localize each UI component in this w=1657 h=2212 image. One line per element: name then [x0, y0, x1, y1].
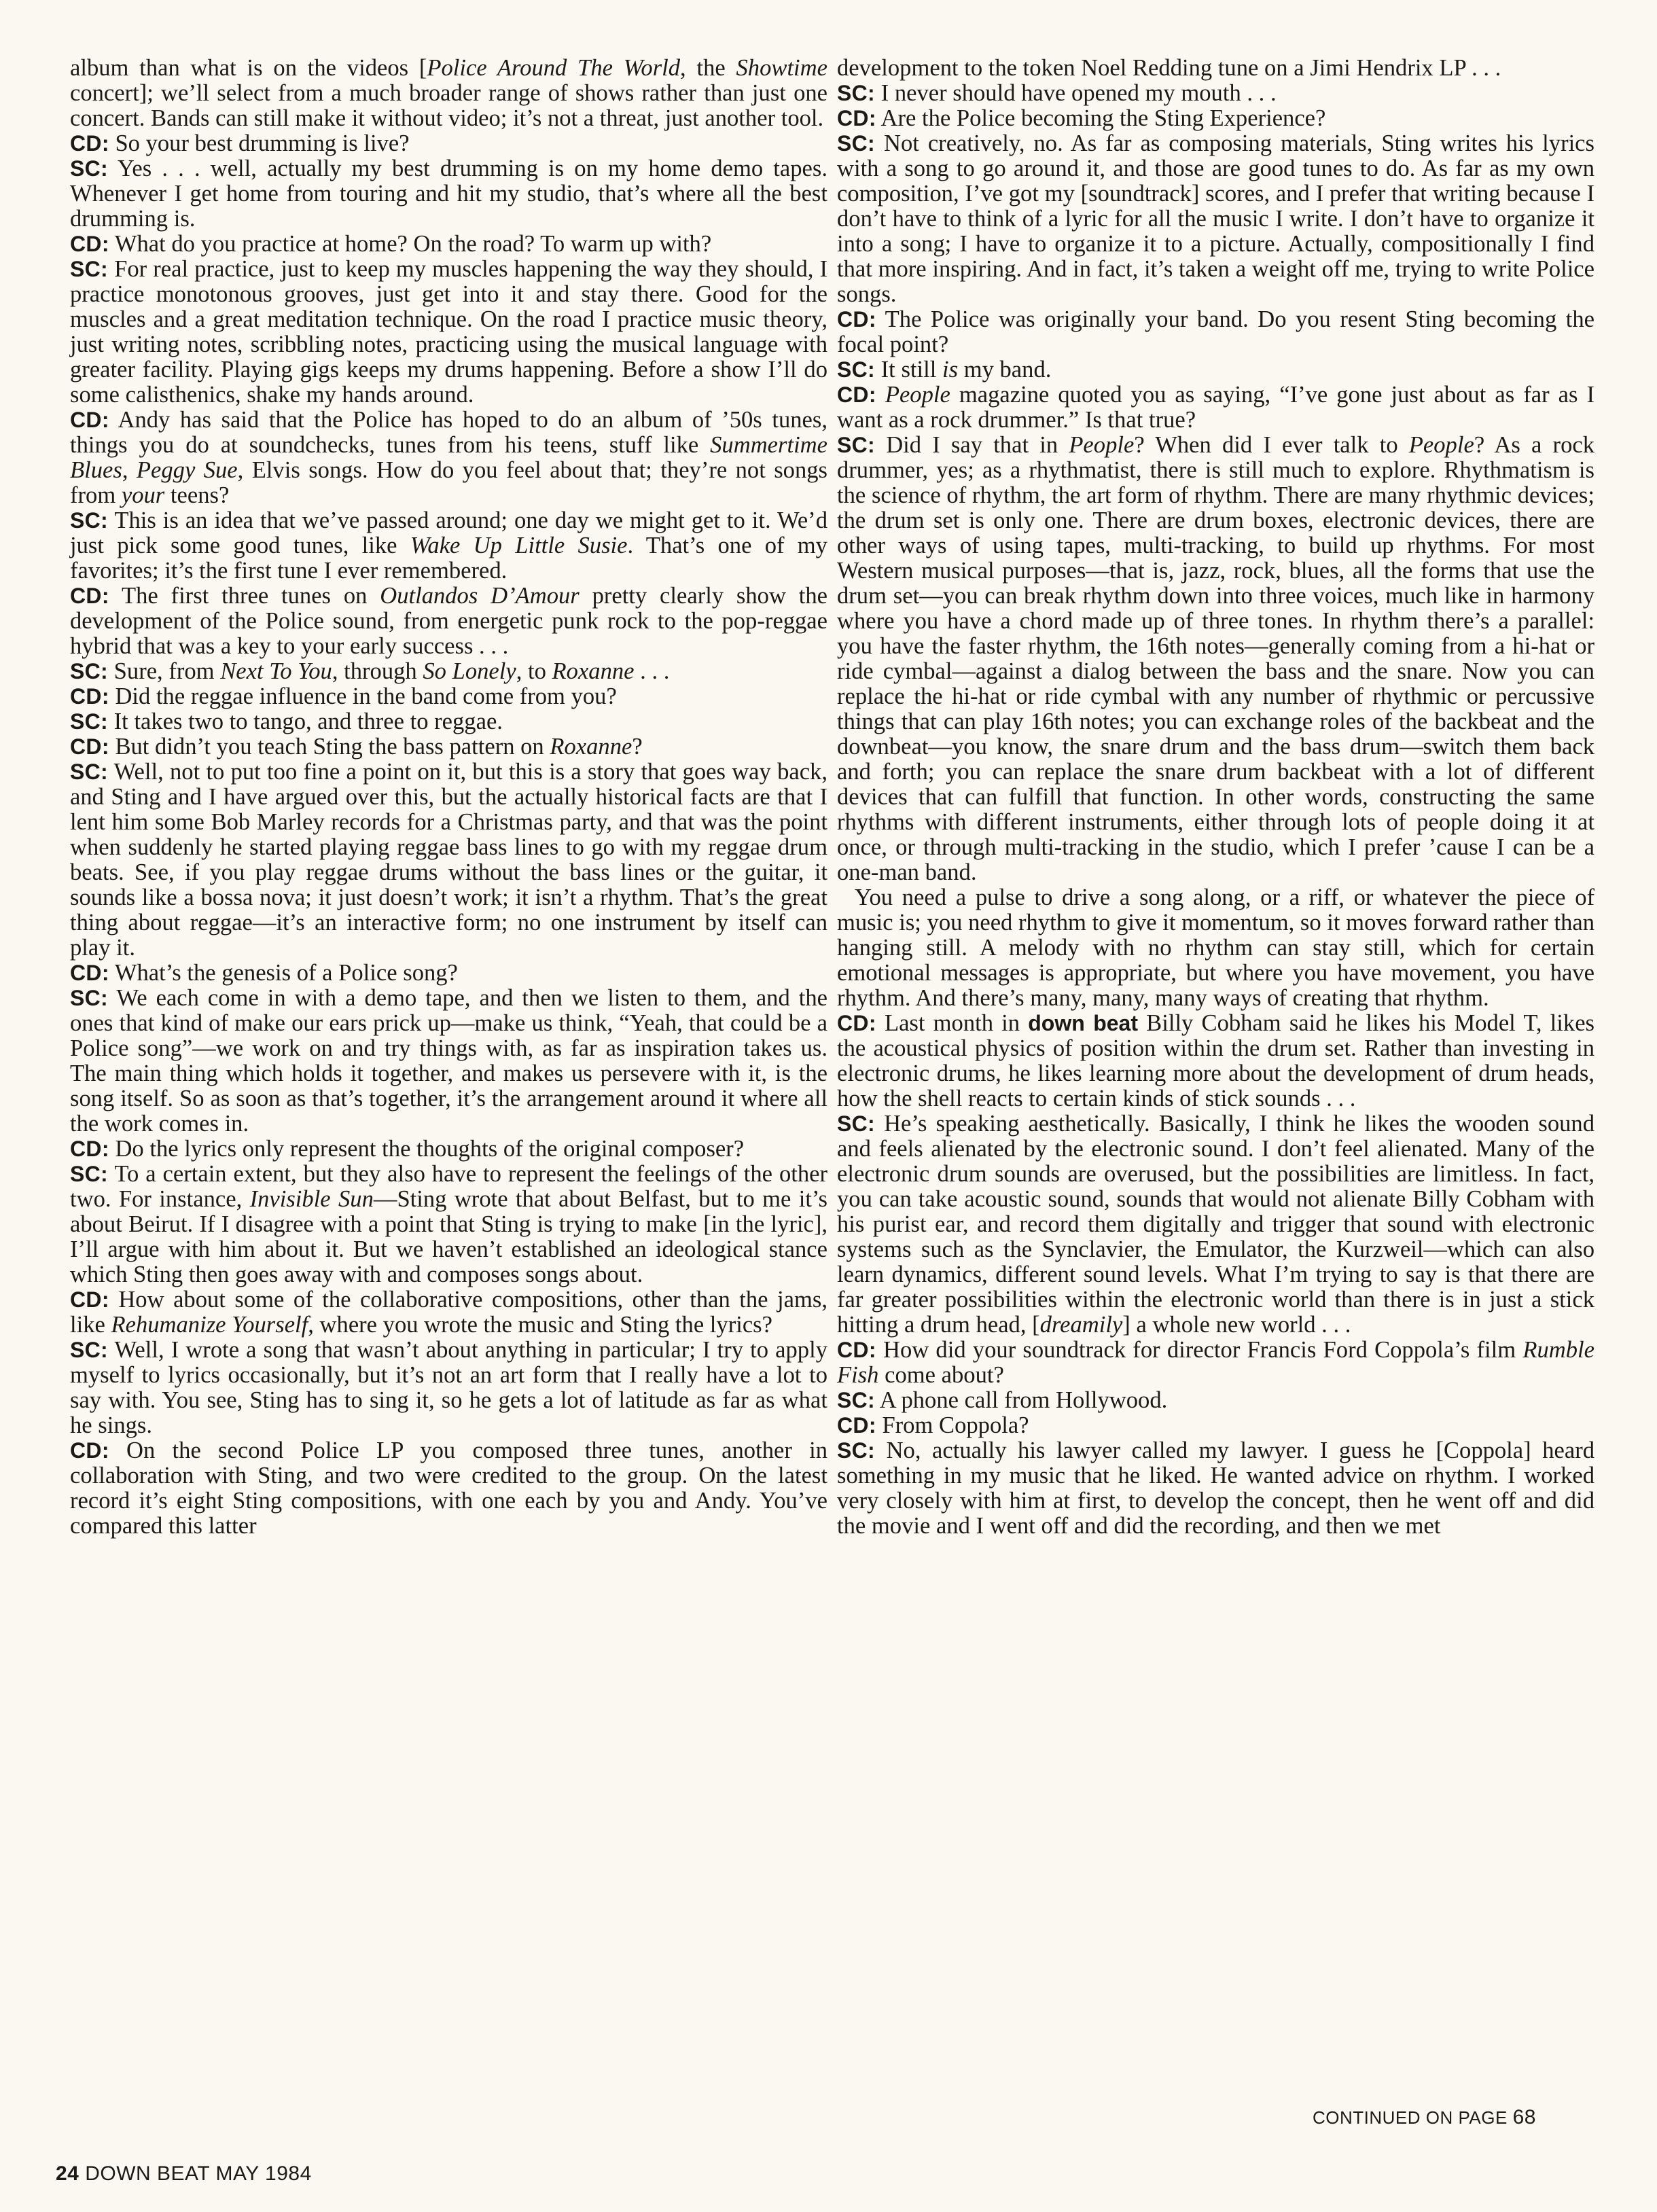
interview-exchange: [70, 131, 827, 156]
interview-exchange: [837, 357, 1594, 382]
speaker-label: SC:: [70, 156, 109, 181]
paragraph-text: A phone call from Hollywood.: [879, 1387, 1168, 1413]
interview-exchange: [837, 81, 1594, 106]
speaker-label: SC:: [70, 1162, 109, 1186]
paragraph-text: He’s speaking aesthetically. Basically, I think he likes the wooden sound and feels alienated by the electronic sound. I don’t feel alienated. Many of the electronic drum sounds are overused, but the possibilities are limitless. In fact, you can take acoustic sound, sounds that would not alienate Billy Cobham with his purist ear, and record them digitally and trigger that sound with electronic systems such as the Synclavier, the Emulator, the Kurzweil—which can also learn dynamics, different sound levels. What I’m trying to say is that there are far greater possibilities within the electronic world than there is in just a stick hitting a drum head, [dreamily] a whole new world . . .: [837, 1111, 1594, 1338]
paragraph-text: We each come in with a demo tape, and then we listen to them, and the ones that kind of make our ears prick up—make us think, “Yeah, that could be a Police song”—we work on and try things with, as far as inspiration takes us. The main thing which holds it together, and makes us persevere with it, is the song itself. So as soon as that’s together, it’s the arrangement around it where all the work comes in.: [70, 985, 827, 1137]
interview-exchange: [837, 433, 1594, 885]
speaker-label: CD:: [70, 961, 109, 985]
speaker-label: SC:: [837, 433, 876, 457]
speaker-label: CD:: [70, 1287, 109, 1312]
issue-date: MAY 1984: [215, 2162, 312, 2185]
continued-page: 68: [1512, 2106, 1536, 2128]
speaker-label: SC:: [837, 1388, 876, 1412]
paragraph-text: I never should have opened my mouth . . .: [880, 80, 1277, 106]
interview-exchange: [70, 1438, 827, 1539]
speaker-label: SC:: [837, 131, 876, 156]
interview-exchange: [70, 659, 827, 684]
speaker-label: CD:: [837, 1413, 876, 1438]
paragraph-text: Yes . . . well, actually my best drumming is on my home demo tapes. Whenever I get home from touring and hit my studio, that’s where all the best drumming is.: [70, 156, 827, 232]
paragraph-text: It takes two to tango, and three to reggae.: [113, 709, 503, 734]
interview-exchange: [70, 1162, 827, 1287]
speaker-label: SC:: [837, 1111, 876, 1136]
interview-exchange: [70, 986, 827, 1137]
paragraph-text: People magazine quoted you as saying, “I’ve gone just about as far as I want as a rock drummer.” Is that true?: [837, 382, 1594, 433]
interview-paragraph: [70, 56, 827, 131]
paragraph-text: You need a pulse to drive a song along, or a riff, or whatever the piece of music is; you need rhythm to give it momentum, so it moves forward rather than hanging still. A melody with no rhythm can stay still, which for certain emotional messages is appropriate, but where you have movement, you have rhythm. And there’s many, many, many ways of creating that rhythm.: [837, 885, 1594, 1011]
magazine-name: DOWN BEAT: [85, 2162, 210, 2185]
paragraph-text: Last month in down beat Billy Cobham said he likes his Model T, likes the acoustical physics of position within the drum set. Rather than investing in electronic drums, he likes learning more about the development of drum heads, how the shell reacts to certain kinds of stick sounds . . .: [837, 1010, 1594, 1111]
interview-exchange: [70, 760, 827, 961]
interview-exchange: [837, 131, 1594, 307]
interview-exchange: [70, 257, 827, 408]
paragraph-text: Well, I wrote a song that wasn’t about anything in particular; I try to apply myself to lyrics occasionally, but it’s not an art form that I really have a lot to say with. You see, Sting has to sing it, so he gets a lot of latitude as far as what he sings.: [70, 1337, 827, 1438]
paragraph-text: It still is my band.: [880, 357, 1052, 382]
interview-exchange: [837, 1438, 1594, 1539]
paragraph-text: But didn’t you teach Sting the bass pattern on Roxanne?: [115, 734, 643, 760]
paragraph-text: Sure, from Next To You, through So Lonely, to Roxanne . . .: [113, 658, 670, 684]
interview-exchange: [837, 1111, 1594, 1338]
interview-exchange: [837, 307, 1594, 357]
interview-exchange: [837, 1413, 1594, 1438]
interview-exchange: [70, 709, 827, 734]
interview-exchange: [70, 734, 827, 760]
paragraph-text: So your best drumming is live?: [115, 130, 410, 156]
paragraph-text: What do you practice at home? On the road? To warm up with?: [114, 231, 712, 257]
speaker-label: CD:: [837, 382, 876, 407]
interview-exchange: [70, 232, 827, 257]
interview-exchange: [837, 382, 1594, 433]
interview-exchange: [70, 1137, 827, 1162]
speaker-label: CD:: [70, 232, 109, 256]
paragraph-text: How about some of the collaborative compositions, other than the jams, like Rehumanize Yourself, where you wrote the music and Sting the lyrics?: [70, 1287, 827, 1338]
paragraph-text: Are the Police becoming the Sting Experience?: [880, 105, 1326, 131]
interview-exchange: [70, 408, 827, 508]
interview-exchange: [70, 1338, 827, 1438]
page-number: 24: [56, 2162, 79, 2185]
speaker-label: CD:: [70, 684, 109, 709]
left-column: [70, 56, 827, 1539]
speaker-label: CD:: [70, 408, 109, 432]
speaker-label: SC:: [70, 508, 109, 533]
paragraph-text: What’s the genesis of a Police song?: [114, 960, 458, 986]
interview-exchange: [70, 684, 827, 709]
paragraph-text: The Police was originally your band. Do you resent Sting becoming the focal point?: [837, 306, 1594, 357]
continued-label: CONTINUED ON PAGE: [1313, 2107, 1508, 2128]
paragraph-text: Not creatively, no. As far as composing materials, Sting writes his lyrics with a song to go around it, and those are good tunes to do. As far as my own composition, I’ve got my [soundtrack] scores, and I prefer that writing because I don’t have to think of a lyric for all the music I write. I don’t have to organize it into a song; I have to organize it to a picture. Actually, compositionally I find that more inspiring. And in fact, it’s taken a weight off me, trying to write Police songs.: [837, 130, 1594, 307]
interview-exchange: [70, 156, 827, 232]
interview-exchange: [70, 961, 827, 986]
paragraph-text: The first three tunes on Outlandos D’Amour pretty clearly show the development of the Police sound, from energetic punk rock to the pop-reggae hybrid that was a key to your early success . . .: [70, 583, 827, 659]
speaker-label: CD:: [837, 106, 876, 130]
paragraph-text: To a certain extent, but they also have to represent the feelings of the other two. For instance, Invisible Sun—Sting wrote that about Belfast, but to me it’s about Beirut. If I disagree with a point that Sting is trying to make [in the lyric], I’ll argue with him about it. But we haven’t established an ideological stance which Sting then goes away with and composes songs about.: [70, 1161, 827, 1287]
speaker-label: SC:: [70, 1338, 109, 1362]
speaker-label: SC:: [837, 81, 876, 105]
speaker-label: CD:: [70, 734, 109, 759]
interview-exchange: [70, 508, 827, 584]
right-column: [837, 56, 1594, 1539]
paragraph-text: How did your soundtrack for director Francis Ford Coppola’s film Rumble Fish come about?: [837, 1337, 1594, 1388]
interview-paragraph: [837, 56, 1594, 81]
paragraph-text: From Coppola?: [882, 1412, 1029, 1438]
speaker-label: CD:: [837, 307, 876, 332]
speaker-label: CD:: [70, 584, 109, 608]
speaker-label: SC:: [70, 257, 109, 281]
paragraph-text: No, actually his lawyer called my lawyer. I guess he [Coppola] heard something in my music that he liked. He wanted advice on rhythm. I worked very closely with him at first, to develop the concept, then he went off and did the movie and I went off and did the recording, and then we met: [837, 1438, 1594, 1539]
paragraph-text: development to the token Noel Redding tune on a Jimi Hendrix LP . . .: [837, 55, 1501, 81]
speaker-label: CD:: [70, 131, 109, 156]
paragraph-text: album than what is on the videos [Police Around The World, the Showtime concert]; we’ll select from a much broader range of shows rather than just one concert. Bands can still make it without video; it’s not a threat, just another tool.: [70, 55, 827, 131]
interview-exchange: [70, 1287, 827, 1338]
interview-paragraph: [837, 885, 1594, 1011]
interview-exchange: [837, 1338, 1594, 1388]
continued-note: [1313, 2106, 1536, 2129]
speaker-label: SC:: [70, 760, 109, 784]
speaker-label: CD:: [70, 1137, 109, 1161]
paragraph-text: Do the lyrics only represent the thoughts of the original composer?: [115, 1136, 745, 1162]
paragraph-text: Did the reggae influence in the band come from you?: [115, 683, 617, 709]
speaker-label: SC:: [837, 357, 876, 382]
speaker-label: SC:: [837, 1438, 876, 1463]
paragraph-text: This is an idea that we’ve passed around; one day we might get to it. We’d just pick some good tunes, like Wake Up Little Susie. That’s one of my favorites; it’s the first tune I ever remembered.: [70, 507, 827, 584]
speaker-label: CD:: [70, 1438, 109, 1463]
paragraph-text: On the second Police LP you composed three tunes, another in collaboration with Sting, and two were credited to the group. On the latest record it’s eight Sting compositions, with one each by you and Andy. You’ve compared this latter: [70, 1438, 827, 1539]
speaker-label: CD:: [837, 1011, 876, 1035]
interview-exchange: [70, 584, 827, 659]
speaker-label: CD:: [837, 1338, 876, 1362]
speaker-label: SC:: [70, 709, 109, 734]
paragraph-text: Well, not to put too fine a point on it, but this is a story that goes way back, and Sting and I have argued over this, but the actually historical facts are that I lent him some Bob Marley records for a Christmas party, and that was the point when suddenly he started playing reggae bass lines to go with my reggae drum beats. See, if you play reggae drums without the bass lines or the guitar, it sounds like a bossa nova; it just doesn’t work; it isn’t a rhythm. That’s the great thing about reggae—it’s an interactive form; no one instrument by itself can play it.: [70, 759, 827, 961]
paragraph-text: Andy has said that the Police has hoped to do an album of ’50s tunes, things you do at soundchecks, tunes from his teens, stuff like Summertime Blues, Peggy Sue, Elvis songs. How do you feel about that; they’re not songs from your teens?: [70, 407, 828, 508]
page-footer: [56, 2162, 312, 2186]
interview-exchange: [837, 1388, 1594, 1413]
speaker-label: SC:: [70, 659, 109, 683]
paragraph-text: For real practice, just to keep my muscles happening the way they should, I practice monotonous grooves, just get into it and stay there. Good for the muscles and a great meditation technique. On the road I practice music theory, just writing notes, scribbling notes, practicing using the musical language with greater facility. Playing gigs keeps my drums happening. Before a show I’ll do some calisthenics, shake my hands around.: [70, 256, 827, 408]
speaker-label: SC:: [70, 986, 109, 1010]
paragraph-text: Did I say that in People? When did I ever talk to People? As a rock drummer, yes; as a rhythmatist, there is still much to explore. Rhythmatism is the science of rhythm, the art form of rhythm. There are many rhythmic devices; the drum set is only one. There are drum boxes, electronic devices, there are other ways of using tapes, multi-tracking, to build up rhythms. For most Western musical purposes—that is, jazz, rock, blues, all the forms that use the drum set—you can break rhythm down into three voices, much like in harmony where you have a chord made up of three tones. In rhythm there’s a parallel: you have the faster rhythm, the 16th notes—generally coming from a hi-hat or ride cymbal—against a dialog between the bass and the snare. Now you can replace the hi-hat or ride cymbal with any number of rhythmic or percussive things that can play 16th notes; you can exchange roles of the backbeat and the downbeat—you know, the snare drum and the bass drum—switch them back and forth; you can replace the snare drum backbeat with a lot of different devices that can fulfill that function. In other words, constructing the same rhythms with different instruments, either through lots of people doing it at once, or through multi-tracking in the studio, which I prefer ’cause I can be a one-man band.: [837, 432, 1594, 885]
interview-exchange: [837, 1011, 1594, 1111]
interview-exchange: [837, 106, 1594, 131]
